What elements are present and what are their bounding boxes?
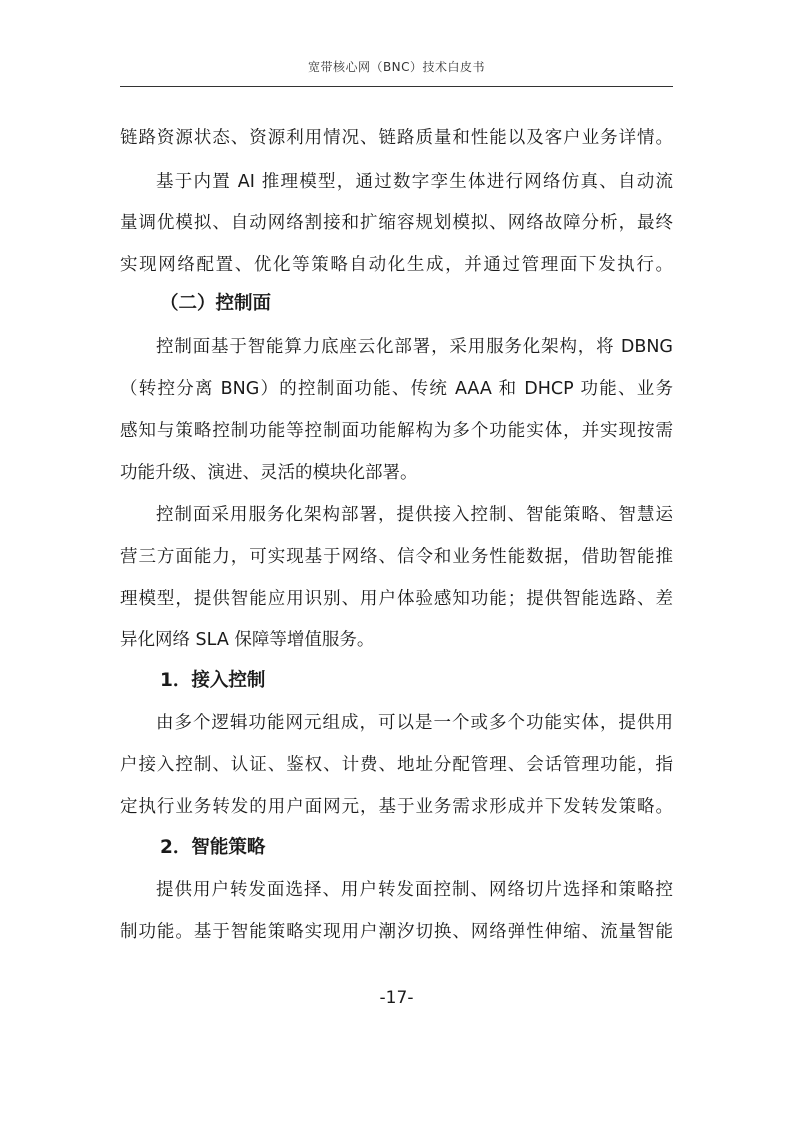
page-number: -17-: [379, 988, 414, 1008]
body-text-line: 感知与策略控制功能等控制面功能解构为多个功能实体，并实现按需: [120, 421, 673, 441]
body-text-line: 链路资源状态、资源利用情况、链路质量和性能以及客户业务详情。: [120, 128, 673, 148]
body-text-line: 基于内置 AI 推理模型，通过数字孪生体进行网络仿真、自动流: [156, 172, 673, 192]
body-text-line: （转控分离 BNG）的控制面功能、传统 AAA 和 DHCP 功能、业务: [120, 379, 673, 399]
body-text-line: 异化网络 SLA 保障等增值服务。: [120, 630, 375, 650]
subsection-heading-access-control: 1．接入控制: [160, 670, 266, 691]
body-text-line: 定执行业务转发的用户面网元，基于业务需求形成并下发转发策略。: [120, 797, 673, 817]
body-text-line: 实现网络配置、优化等策略自动化生成，并通过管理面下发执行。: [120, 255, 673, 275]
body-text-line: 控制面采用服务化架构部署，提供接入控制、智能策略、智慧运: [156, 505, 673, 525]
body-text-line: 理模型，提供智能应用识别、用户体验感知功能；提供智能选路、差: [120, 589, 673, 609]
body-text-line: 由多个逻辑功能网元组成，可以是一个或多个功能实体，提供用: [156, 713, 673, 733]
body-text-line: 功能升级、演进、灵活的模块化部署。: [120, 463, 418, 483]
running-header: 宽带核心网（BNC）技术白皮书: [307, 60, 486, 74]
body-text-line: 户接入控制、认证、鉴权、计费、地址分配管理、会话管理功能，指: [120, 755, 673, 775]
body-text-line: 控制面基于智能算力底座云化部署，采用服务化架构，将 DBNG: [156, 337, 673, 357]
section-heading-control-plane: （二）控制面: [160, 293, 272, 314]
body-text-line: 制功能。基于智能策略实现用户潮汐切换、网络弹性伸缩、流量智能: [120, 922, 673, 942]
subsection-heading-intelligent-policy: 2．智能策略: [160, 837, 266, 858]
body-text-line: 营三方面能力，可实现基于网络、信令和业务性能数据，借助智能推: [120, 547, 673, 567]
body-text-line: 提供用户转发面选择、用户转发面控制、网络切片选择和策略控: [156, 880, 673, 900]
header-divider: [120, 86, 673, 87]
body-text-line: 量调优模拟、自动网络割接和扩缩容规划模拟、网络故障分析，最终: [120, 213, 673, 233]
